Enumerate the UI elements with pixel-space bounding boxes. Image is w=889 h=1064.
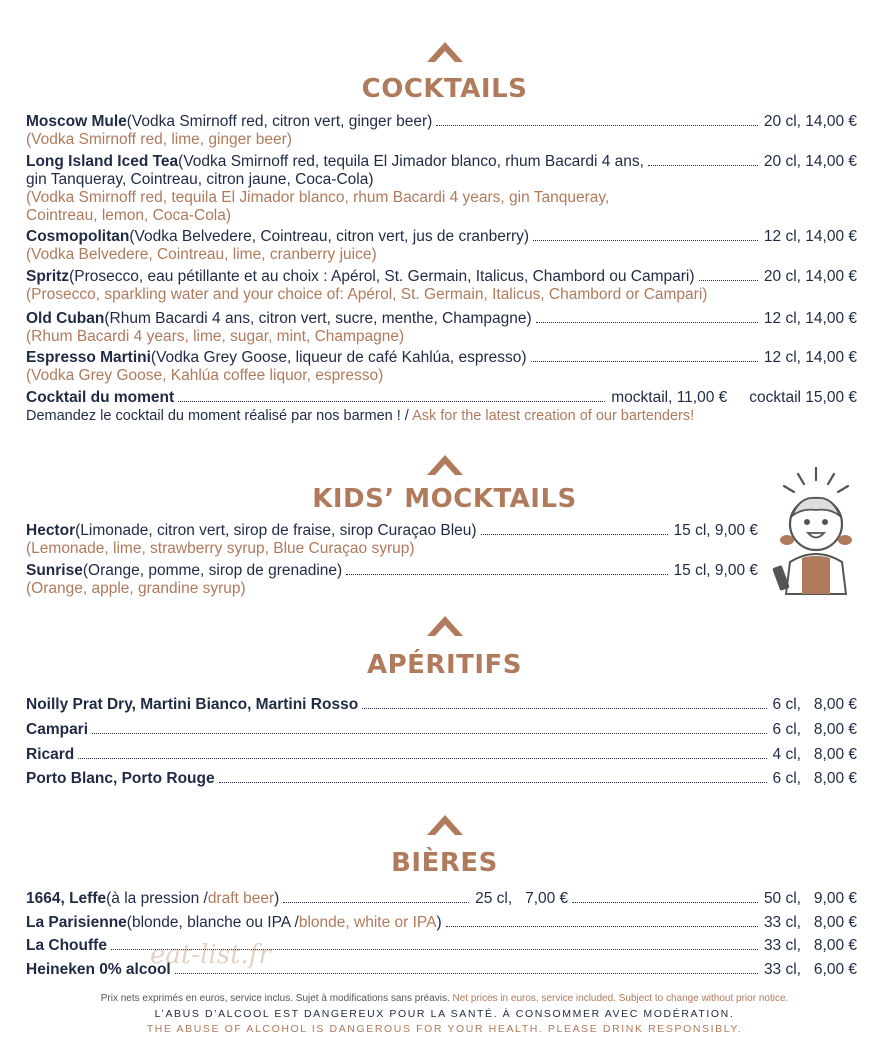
item-english: (Orange, apple, grandine syrup) xyxy=(26,580,246,597)
item-name: Noilly Prat Dry, Martini Bianco, Martini Rosso xyxy=(26,696,359,713)
item-name: La Chouffe xyxy=(26,937,107,954)
section-title-bieres: BIÈRES xyxy=(391,848,498,878)
item-price: 50 cl, 9,00 € xyxy=(763,890,857,907)
item-name: Cocktail du moment xyxy=(26,389,175,406)
item-english: (Vodka Smirnoff red, lime, ginger beer) xyxy=(26,131,292,148)
dot-leader xyxy=(436,125,758,126)
chevron-up-icon xyxy=(425,451,465,477)
menu-item-hector xyxy=(26,522,758,558)
item-price-pression: 25 cl, 7,00 € xyxy=(475,890,569,907)
item-name: 1664, Leffe xyxy=(26,890,107,907)
dot-leader xyxy=(536,322,758,323)
item-english: draft beer xyxy=(207,890,275,907)
dot-leader xyxy=(283,902,469,903)
item-desc-end: ) xyxy=(436,914,442,931)
item-price: 6 cl, 8,00 € xyxy=(772,721,857,738)
menu-item-porto xyxy=(26,770,857,788)
item-name: Campari xyxy=(26,721,89,738)
item-desc: (Vodka Smirnoff red, tequila El Jimador blanco, rhum Bacardi 4 ans, xyxy=(178,153,644,170)
footer-price-notice xyxy=(0,993,889,1004)
menu-item-cosmopolitan xyxy=(26,228,857,264)
item-name: Heineken 0% alcool xyxy=(26,961,171,978)
menu-item-old-cuban xyxy=(26,310,857,346)
item-name: Ricard xyxy=(26,746,75,763)
chevron-up-icon xyxy=(425,612,465,638)
dot-leader xyxy=(175,973,758,974)
menu-item-cocktail-du-moment xyxy=(26,389,857,425)
item-desc: (Limonade, citron vert, sirop de fraise, sirop Curaçao Bleu) xyxy=(75,522,477,539)
item-desc: (Vodka Smirnoff red, citron vert, ginger beer) xyxy=(126,113,433,130)
footer-notice-en: Net prices in euros, service included. Subject to change without prior notice. xyxy=(452,993,789,1004)
item-english: (Vodka Grey Goose, Kahlúa coffee liquor, espresso) xyxy=(26,367,384,384)
chevron-up-icon xyxy=(425,811,465,837)
dot-leader xyxy=(346,574,667,575)
dot-leader xyxy=(572,902,758,903)
item-price-cocktail: cocktail 15,00 € xyxy=(749,389,857,406)
item-price: 20 cl, 14,00 € xyxy=(763,153,857,170)
item-name: Spritz xyxy=(26,268,70,285)
item-english: (Vodka Smirnoff red, tequila El Jimador blanco, rhum Bacardi 4 years, gin Tanqueray, xyxy=(26,189,610,206)
item-name: Moscow Mule xyxy=(26,113,127,130)
item-price: 33 cl, 8,00 € xyxy=(763,914,857,931)
menu-item-sunrise xyxy=(26,562,758,598)
moment-note-en: Ask for the latest creation of our bartenders! xyxy=(412,408,695,424)
dot-leader xyxy=(219,782,767,783)
item-price: 12 cl, 14,00 € xyxy=(763,310,857,327)
dot-leader xyxy=(78,758,766,759)
item-name: Old Cuban xyxy=(26,310,105,327)
section-title-kids-mocktails: KIDS’ MOCKTAILS xyxy=(312,484,577,514)
dot-leader xyxy=(699,280,758,281)
dot-leader xyxy=(92,733,767,734)
section-title-aperitifs: APÉRITIFS xyxy=(366,650,523,680)
menu-item-moscow-mule xyxy=(26,113,857,149)
dot-leader xyxy=(178,401,605,402)
item-price: 6 cl, 8,00 € xyxy=(772,770,857,787)
item-english: (Rhum Bacardi 4 years, lime, sugar, mint, Champagne) xyxy=(26,328,405,345)
item-name: Sunrise xyxy=(26,562,83,579)
item-desc: (à la pression / xyxy=(106,890,208,907)
item-price: 4 cl, 8,00 € xyxy=(772,746,857,763)
item-desc: (Rhum Bacardi 4 ans, citron vert, sucre, menthe, Champagne) xyxy=(104,310,532,327)
menu-item-long-island xyxy=(26,153,857,225)
item-desc: (blonde, blanche ou IPA / xyxy=(126,914,299,931)
watermark: eat-list.fr xyxy=(150,940,271,970)
item-english: (Lemonade, lime, strawberry syrup, Blue Curaçao syrup) xyxy=(26,540,415,557)
item-price-mocktail: mocktail, 11,00 € xyxy=(611,389,728,406)
dot-leader xyxy=(446,926,758,927)
menu-item-campari xyxy=(26,721,857,739)
item-desc: (Orange, pomme, sirop de grenadine) xyxy=(82,562,343,579)
menu-item-spritz xyxy=(26,268,857,304)
item-english: (Prosecco, sparkling water and your choice of: Apérol, St. Germain, Italicus, Chambord or Campari) xyxy=(26,286,708,303)
menu-item-ricard xyxy=(26,746,857,764)
item-price: 20 cl, 14,00 € xyxy=(763,268,857,285)
item-price: 20 cl, 14,00 € xyxy=(763,113,857,130)
item-price: 12 cl, 14,00 € xyxy=(763,349,857,366)
item-desc-cont: gin Tanqueray, Cointreau, citron jaune, Coca-Cola) xyxy=(26,171,374,188)
footer-warning-en: THE ABUSE OF ALCOHOL IS DANGEROUS FOR YOUR HEALTH. PLEASE DRINK RESPONSIBLY. xyxy=(146,1023,743,1035)
item-name: Long Island Iced Tea xyxy=(26,153,179,170)
item-price: 33 cl, 6,00 € xyxy=(763,961,857,978)
menu-item-la-parisienne xyxy=(26,914,857,932)
item-price: 6 cl, 8,00 € xyxy=(772,696,857,713)
item-desc: (Prosecco, eau pétillante et au choix : Apérol, St. Germain, Italicus, Chambord ou Campari) xyxy=(69,268,695,285)
item-name: Hector xyxy=(26,522,76,539)
menu-item-noilly-prat xyxy=(26,696,857,714)
item-desc: (Vodka Grey Goose, liqueur de café Kahlúa, espresso) xyxy=(150,349,527,366)
dot-leader xyxy=(481,534,668,535)
footer-notice-fr: Prix nets exprimés en euros, service inclus. Sujet à modifications sans préavis. xyxy=(100,993,453,1004)
item-desc-end: ) xyxy=(274,890,280,907)
item-desc: (Vodka Belvedere, Cointreau, citron vert, jus de cranberry) xyxy=(129,228,530,245)
section-title-cocktails: COCKTAILS xyxy=(361,74,528,104)
item-english: blonde, white or IPA xyxy=(298,914,437,931)
menu-item-espresso-martini xyxy=(26,349,857,385)
item-price: 15 cl, 9,00 € xyxy=(673,562,758,579)
menu-item-1664-leffe xyxy=(26,890,857,908)
item-name: Cosmopolitan xyxy=(26,228,130,245)
item-price: 33 cl, 8,00 € xyxy=(763,937,857,954)
item-price: 15 cl, 9,00 € xyxy=(673,522,758,539)
dot-leader xyxy=(531,361,758,362)
item-english: (Vodka Belvedere, Cointreau, lime, cranberry juice) xyxy=(26,246,377,263)
item-name: Espresso Martini xyxy=(26,349,151,366)
kid-illustration xyxy=(770,466,862,598)
dot-leader xyxy=(533,240,758,241)
item-name: Porto Blanc, Porto Rouge xyxy=(26,770,215,787)
moment-note-fr: Demandez le cocktail du moment réalisé par nos barmen ! / xyxy=(26,408,413,424)
footer-warning-fr: L’ABUS D’ALCOOL EST DANGEREUX POUR LA SANTÉ. À CONSOMMER AVEC MODÉRATION. xyxy=(154,1008,735,1020)
item-name: La Parisienne xyxy=(26,914,127,931)
item-english-cont: Cointreau, lemon, Coca-Cola) xyxy=(26,207,232,224)
item-price: 12 cl, 14,00 € xyxy=(763,228,857,245)
dot-leader xyxy=(648,165,758,166)
dot-leader xyxy=(362,708,766,709)
chevron-up-icon xyxy=(425,38,465,64)
